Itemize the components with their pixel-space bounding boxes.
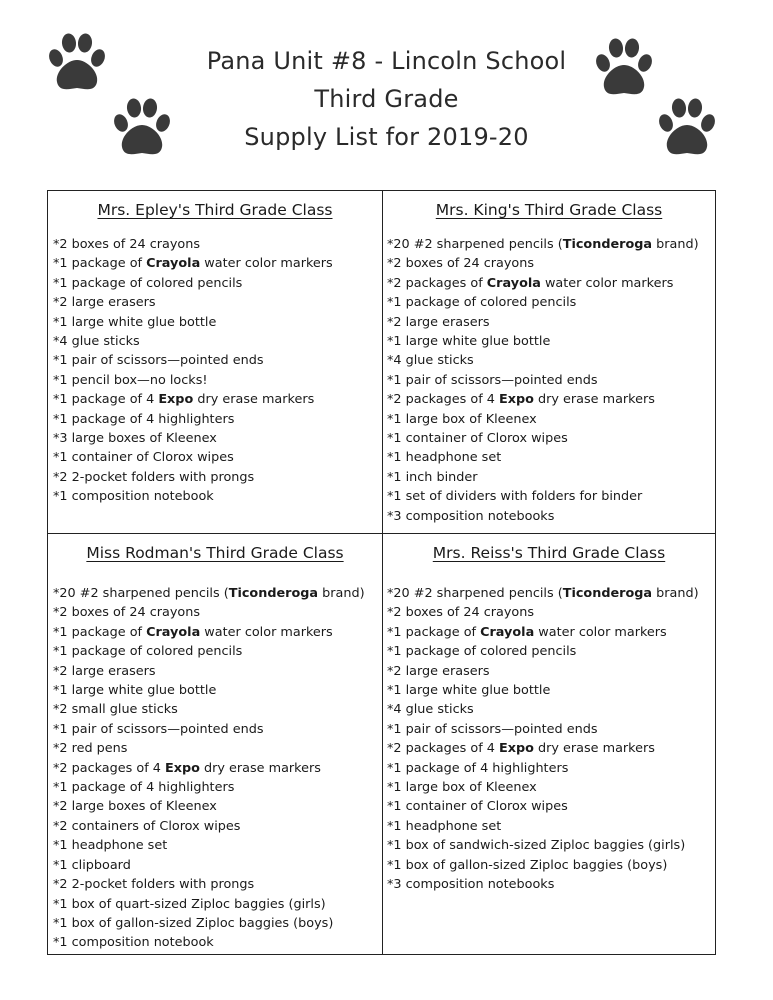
list-item	[53, 856, 382, 875]
class-cell-rodman	[48, 534, 382, 955]
item-text-pre: *1 composition notebook	[53, 935, 214, 951]
list-item	[387, 235, 715, 254]
class-cell-king	[383, 191, 715, 533]
item-text-post: water color markers	[534, 624, 667, 640]
item-text-post: water color markers	[200, 624, 333, 640]
item-text-post: dry erase markers	[193, 392, 315, 408]
list-item	[53, 797, 382, 816]
list-item	[387, 293, 715, 312]
item-text-pre: *1 pencil box—no locks!	[53, 372, 208, 388]
list-item	[53, 332, 382, 351]
item-text-pre: *1 package of	[53, 624, 147, 640]
title-grade: Third Grade	[314, 85, 459, 113]
list-item	[53, 739, 382, 758]
item-text-pre: *1 large white glue bottle	[53, 314, 217, 330]
list-item	[387, 662, 715, 681]
item-text-pre: *2 boxes of 24 crayons	[387, 256, 535, 272]
item-text-pre: *1 pair of scissors—pointed ends	[53, 721, 264, 737]
list-item	[53, 351, 382, 370]
item-text-post: brand)	[652, 237, 699, 252]
item-text-post: brand)	[652, 586, 699, 601]
list-item	[387, 623, 715, 642]
list-item	[387, 332, 715, 351]
item-text-pre: *4 glue sticks	[53, 334, 140, 350]
item-text-bold: Crayola	[480, 624, 535, 640]
class-title: Mrs. Epley's Third Grade Class	[97, 201, 333, 219]
item-text-pre: *1 composition notebook	[53, 489, 214, 505]
supply-list	[48, 584, 382, 953]
supply-list	[383, 584, 715, 895]
list-item	[387, 856, 715, 875]
list-item	[387, 410, 715, 429]
list-item	[387, 759, 715, 778]
item-text-pre: *2 boxes of 24 crayons	[53, 237, 201, 252]
item-text-pre: *1 large white glue bottle	[387, 683, 551, 699]
list-item	[387, 371, 715, 390]
item-text-pre: *1 set of dividers with folders for binder	[387, 489, 643, 505]
item-text-pre: *2 2-pocket folders with prongs	[53, 877, 255, 893]
class-title: Miss Rodman's Third Grade Class	[86, 544, 344, 562]
item-text-bold: Crayola	[146, 624, 201, 640]
list-item	[53, 468, 382, 487]
item-text-pre: *1 box of quart-sized Ziploc baggies (girls)	[53, 896, 326, 912]
page-title	[0, 42, 773, 156]
list-item	[53, 700, 382, 719]
item-text-pre: *1 package of	[53, 256, 147, 272]
item-text-pre: *20 #2 sharpened pencils (	[53, 586, 229, 601]
item-text-pre: *2 small glue sticks	[53, 702, 178, 718]
list-item	[53, 235, 382, 254]
item-text-pre: *1 headphone set	[53, 838, 168, 854]
list-item	[53, 895, 382, 914]
item-text-pre: *2 packages of 4	[53, 760, 165, 776]
item-text-post: water color markers	[200, 256, 333, 272]
item-text-bold: Crayola	[486, 275, 541, 291]
list-item	[53, 933, 382, 952]
item-text-bold: Ticonderoga	[228, 586, 319, 601]
item-text-bold: Expo	[164, 760, 200, 776]
list-item	[53, 390, 382, 409]
list-item	[53, 313, 382, 332]
list-item	[53, 875, 382, 894]
item-text-pre: *3 composition notebooks	[387, 508, 555, 524]
list-item	[387, 487, 715, 506]
item-text-bold: Crayola	[146, 256, 201, 272]
supply-table	[47, 190, 716, 955]
list-item	[387, 468, 715, 487]
list-item	[53, 254, 382, 273]
item-text-pre: *1 large white glue bottle	[387, 334, 551, 350]
list-item	[387, 313, 715, 332]
list-item	[387, 584, 715, 603]
list-item	[387, 603, 715, 622]
item-text-pre: *1 container of Clorox wipes	[387, 799, 568, 815]
list-item	[53, 603, 382, 622]
list-item	[387, 507, 715, 526]
item-text-post: water color markers	[540, 275, 674, 291]
list-item	[53, 429, 382, 448]
item-text-pre: *2 large erasers	[53, 295, 156, 311]
list-item	[387, 390, 715, 409]
list-item	[387, 274, 715, 293]
item-text-post: dry erase markers	[533, 392, 655, 408]
item-text-pre: *2 red pens	[53, 741, 128, 757]
list-item	[53, 778, 382, 797]
list-item	[53, 681, 382, 700]
item-text-pre: *2 large erasers	[387, 314, 490, 330]
list-item	[387, 875, 715, 894]
list-item	[387, 817, 715, 836]
title-supply-list: Supply List for 2019-20	[244, 123, 529, 151]
item-text-pre: *2 large boxes of Kleenex	[53, 799, 217, 815]
item-text-pre: *1 package of	[387, 624, 481, 640]
item-text-pre: *2 packages of	[387, 275, 487, 291]
item-text-pre: *1 large box of Kleenex	[387, 411, 537, 427]
item-text-bold: Expo	[498, 741, 534, 757]
list-item	[53, 293, 382, 312]
item-text-pre: *1 inch binder	[387, 469, 478, 485]
item-text-pre: *4 glue sticks	[387, 702, 474, 718]
item-text-bold: Ticonderoga	[562, 586, 653, 601]
item-text-bold: Ticonderoga	[562, 237, 653, 252]
item-text-pre: *1 package of 4 highlighters	[53, 411, 235, 427]
item-text-pre: *2 packages of 4	[387, 741, 499, 757]
list-item	[53, 274, 382, 293]
item-text-pre: *1 package of colored pencils	[53, 275, 243, 291]
item-text-post: dry erase markers	[533, 741, 655, 757]
item-text-pre: *1 headphone set	[387, 450, 502, 466]
supply-list	[383, 235, 715, 526]
list-item	[387, 700, 715, 719]
item-text-pre: *1 large box of Kleenex	[387, 780, 537, 796]
list-item	[387, 642, 715, 661]
item-text-pre: *2 large erasers	[53, 663, 156, 679]
item-text-pre: *1 box of gallon-sized Ziploc baggies (boys)	[53, 915, 334, 931]
list-item	[53, 487, 382, 506]
list-item	[53, 720, 382, 739]
item-text-pre: *2 boxes of 24 crayons	[387, 605, 535, 621]
item-text-bold: Expo	[158, 392, 194, 408]
list-item	[53, 584, 382, 603]
item-text-pre: *3 large boxes of Kleenex	[53, 431, 217, 447]
list-item	[53, 623, 382, 642]
item-text-pre: *3 composition notebooks	[387, 877, 555, 893]
list-item	[53, 448, 382, 467]
supply-list	[48, 235, 382, 507]
item-text-pre: *2 large erasers	[387, 663, 490, 679]
list-item	[387, 429, 715, 448]
class-title: Mrs. Reiss's Third Grade Class	[432, 544, 666, 562]
list-item	[387, 448, 715, 467]
item-text-pre: *1 package of colored pencils	[387, 644, 577, 660]
list-item	[387, 778, 715, 797]
item-text-bold: Expo	[498, 392, 534, 408]
item-text-pre: *1 container of Clorox wipes	[387, 431, 568, 447]
item-text-post: brand)	[318, 586, 365, 601]
list-item	[387, 681, 715, 700]
list-item	[387, 351, 715, 370]
item-text-pre: *20 #2 sharpened pencils (	[387, 586, 563, 601]
item-text-pre: *4 glue sticks	[387, 353, 474, 369]
item-text-post: dry erase markers	[199, 760, 321, 776]
class-cell-epley	[48, 191, 382, 533]
item-text-pre: *1 package of 4 highlighters	[53, 780, 235, 796]
list-item	[53, 759, 382, 778]
item-text-pre: *1 container of Clorox wipes	[53, 450, 234, 466]
item-text-pre: *1 clipboard	[53, 857, 131, 873]
item-text-pre: *1 pair of scissors—pointed ends	[387, 721, 598, 737]
list-item	[53, 371, 382, 390]
list-item	[53, 836, 382, 855]
item-text-pre: *2 packages of 4	[387, 392, 499, 408]
item-text-pre: *1 box of gallon-sized Ziploc baggies (boys)	[387, 857, 668, 873]
list-item	[53, 817, 382, 836]
list-item	[387, 836, 715, 855]
item-text-pre: *2 2-pocket folders with prongs	[53, 469, 255, 485]
item-text-pre: *2 boxes of 24 crayons	[53, 605, 201, 621]
item-text-pre: *2 containers of Clorox wipes	[53, 818, 241, 834]
list-item	[387, 254, 715, 273]
list-item	[387, 739, 715, 758]
list-item	[387, 720, 715, 739]
item-text-pre: *1 pair of scissors—pointed ends	[53, 353, 264, 369]
item-text-pre: *1 package of colored pencils	[53, 644, 243, 660]
class-title: Mrs. King's Third Grade Class	[435, 201, 663, 219]
title-school: Pana Unit #8 - Lincoln School	[206, 47, 567, 75]
item-text-pre: *1 package of colored pencils	[387, 295, 577, 311]
list-item	[53, 914, 382, 933]
list-item	[53, 642, 382, 661]
list-item	[387, 797, 715, 816]
item-text-pre: *1 pair of scissors—pointed ends	[387, 372, 598, 388]
list-item	[53, 410, 382, 429]
list-item	[53, 662, 382, 681]
item-text-pre: *1 large white glue bottle	[53, 683, 217, 699]
item-text-pre: *1 box of sandwich-sized Ziploc baggies (girls)	[387, 838, 686, 854]
class-cell-reiss	[383, 534, 715, 955]
item-text-pre: *1 headphone set	[387, 818, 502, 834]
item-text-pre: *1 package of 4 highlighters	[387, 760, 569, 776]
item-text-pre: *1 package of 4	[53, 392, 159, 408]
item-text-pre: *20 #2 sharpened pencils (	[387, 237, 563, 252]
